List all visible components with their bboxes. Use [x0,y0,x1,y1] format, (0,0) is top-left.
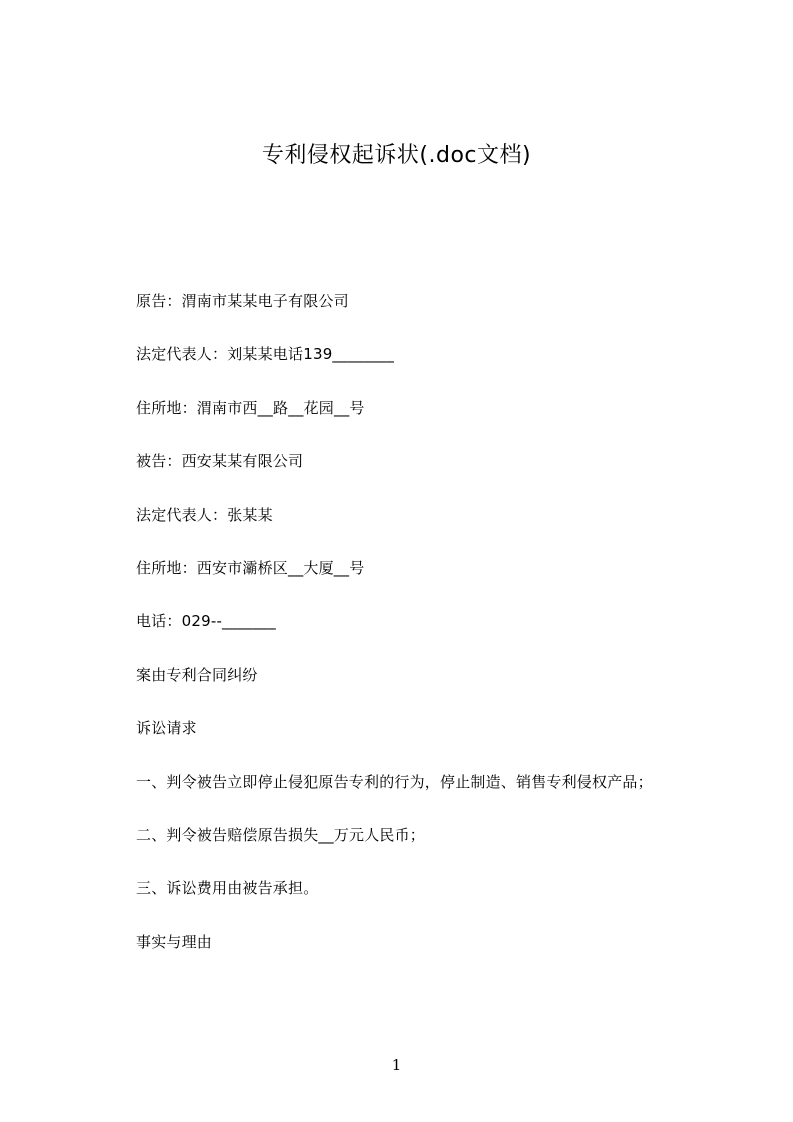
facts-heading: 事实与理由 [136,933,213,951]
claim-item-2: 二、判令被告赔偿原告损失__万元人民币； [136,826,426,844]
plaintiff-line: 原告：渭南市某某电子有限公司 [136,292,349,310]
defendant-line: 被告：西安某某有限公司 [136,452,304,470]
case-cause-line: 案由专利合同纠纷 [136,666,258,684]
document-title: 专利侵权起诉状(.doc文档) [261,143,532,168]
page-number: 1 [391,1056,402,1074]
claims-heading: 诉讼请求 [136,719,197,737]
claim-item-1: 一、判令被告立即停止侵犯原告专利的行为，停止制造、销售专利侵权产品； [136,773,653,791]
claim-item-3: 三、诉讼费用由被告承担。 [136,879,319,897]
defendant-representative-line: 法定代表人：张某某 [136,506,273,524]
plaintiff-representative-line: 法定代表人：刘某某电话139________ [136,345,395,363]
plaintiff-address-line: 住所地：渭南市西__路__花园__号 [136,399,365,417]
defendant-address-line: 住所地：西安市灞桥区__大厦__号 [136,559,365,577]
defendant-phone-line: 电话：029--_______ [136,612,276,630]
